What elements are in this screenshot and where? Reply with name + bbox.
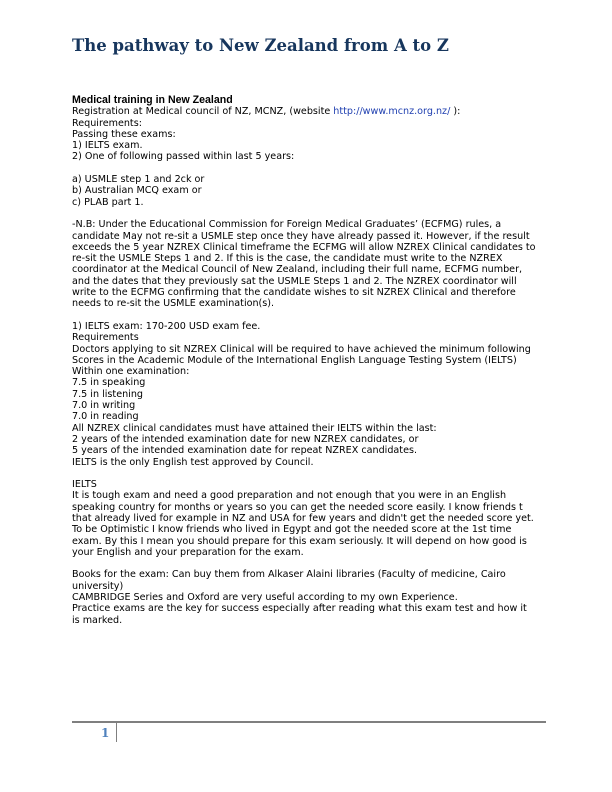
section-heading: Medical training in New Zealand	[72, 94, 233, 106]
text-line: a) USMLE step 1 and 2ck or	[72, 174, 205, 186]
registration-prefix: Registration at Medical council of NZ, MCNZ, (website	[72, 106, 334, 118]
text-line: university)	[72, 580, 124, 592]
text-line: To be Optimistic I know friends who lived in Egypt and got the needed score at the 1st time	[72, 524, 512, 536]
text-line: Passing these exams:	[72, 128, 176, 140]
paragraph-ielts-advice	[72, 479, 542, 558]
text-line: needs to re-sit the USMLE examination(s).	[72, 298, 275, 310]
text-line: that already lived for example in NZ and USA for few years and didn't get the needed score yet.	[72, 512, 534, 524]
text-line: Books for the exam: Can buy them from Alkaser Alaini libraries (Faculty of medicine, Cairo	[72, 569, 506, 581]
document-title: The pathway to New Zealand from A to Z	[72, 36, 449, 55]
text-line: exam. By this I mean you should prepare for this exam seriously. It will depend on how good is	[72, 535, 527, 547]
text-line: re-sit the USMLE Steps 1 and 2. If this is the case, the candidate must write to the NZREX	[72, 253, 503, 265]
text-line: 7.0 in reading	[72, 411, 139, 423]
text-line: Scores in the Academic Module of the International English Language Testing System (IELTS)	[72, 354, 517, 366]
spacer	[72, 468, 542, 479]
spacer	[72, 558, 542, 569]
text-line: 2 years of the intended examination date for new NZREX candidates, or	[72, 433, 419, 445]
footer-rule	[72, 721, 546, 723]
text-line: IELTS is the only English test approved by Council.	[72, 456, 314, 468]
text-line: 1) IELTS exam: 170-200 USD exam fee.	[72, 320, 261, 332]
mcnz-website-link[interactable]: http://www.mcnz.org.nz/	[333, 106, 451, 118]
page-number-separator	[116, 723, 117, 742]
text-line: All NZREX clinical candidates must have attained their IELTS within the last:	[72, 422, 437, 434]
text-line: 7.5 in listening	[72, 388, 144, 400]
text-line: Practice exams are the key for success especially after reading what this exam test and how it	[72, 603, 527, 615]
spacer	[72, 310, 542, 321]
text-line: CAMBRIDGE Series and Oxford are very useful according to my own Experience.	[72, 592, 458, 604]
text-line: exceeds the 5 year NZREX Clinical timeframe the ECFMG will allow NZREX Clinical candidates to	[72, 241, 536, 253]
text-line: is marked.	[72, 614, 123, 626]
registration-suffix: ):	[450, 106, 461, 118]
text-line: Requirements:	[72, 117, 142, 129]
document-body	[72, 95, 542, 626]
paragraph-books	[72, 569, 542, 625]
text-line: candidate May not re-sit a USMLE step once they have already passed it. However, if the result	[72, 230, 530, 242]
text-line: your English and your preparation for the exam.	[72, 546, 304, 558]
text-line: 2) One of following passed within last 5 years:	[72, 151, 295, 163]
text-line: write to the ECFMG confirming that the candidate wishes to sit NZREX Clinical and therefore	[72, 287, 516, 299]
paragraph-exam-options	[72, 174, 542, 208]
text-line: -N.B: Under the Educational Commission for Foreign Medical Graduates’ (ECFMG) rules, a	[72, 219, 502, 231]
text-line: Doctors applying to sit NZREX Clinical will be required to have achieved the minimum following	[72, 343, 531, 355]
text-line: 5 years of the intended examination date for repeat NZREX candidates.	[72, 445, 418, 457]
paragraph-ecfmg-note	[72, 219, 542, 309]
text-line: 1) IELTS exam.	[72, 140, 143, 152]
page-number: 1	[101, 726, 110, 740]
spacer	[72, 208, 542, 219]
text-line: Within one examination:	[72, 366, 190, 378]
text-line: speaking country for months or years so you can get the needed score easily. I know friends t	[72, 501, 523, 513]
text-line: Requirements	[72, 332, 139, 344]
text-line: 7.0 in writing	[72, 400, 136, 412]
text-line: and the dates that they previously sat the USMLE Steps 1 and 2. The NZREX coordinator will	[72, 275, 517, 287]
paragraph-ielts-requirements	[72, 321, 542, 468]
registration-line	[72, 106, 542, 117]
text-line: 7.5 in speaking	[72, 377, 146, 389]
text-line: c) PLAB part 1.	[72, 196, 144, 208]
text-line: It is tough exam and need a good preparation and not enough that you were in an English	[72, 490, 507, 502]
spacer	[72, 163, 542, 174]
text-line: coordinator at the Medical Council of New Zealand, including their full name, ECFMG number,	[72, 264, 523, 276]
text-line: b) Australian MCQ exam or	[72, 185, 202, 197]
text-line: IELTS	[72, 479, 97, 491]
paragraph-requirements	[72, 118, 542, 163]
